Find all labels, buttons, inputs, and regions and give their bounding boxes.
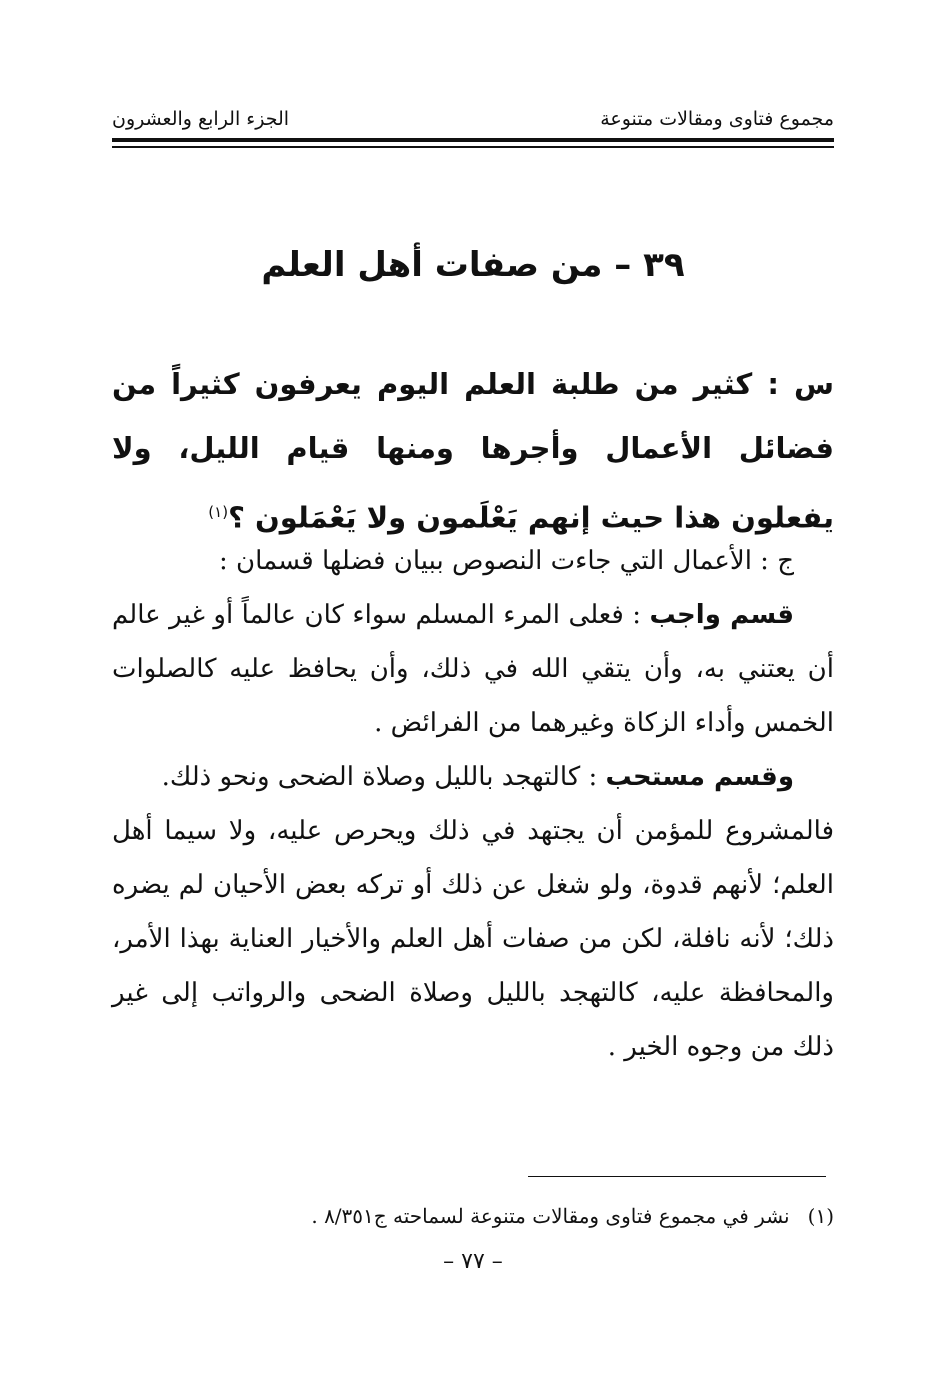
page-number: – ٧٧ – — [443, 1249, 503, 1274]
answer-conclusion: فالمشروع للمؤمن أن يجتهد في ذلك ويحرص عليه، ولا سيما أهل العلم؛ لأنهم قدوة، ولو شغل عن ذلك أو تركه بعض الأحيان لم يضره ذلك؛ لأنه نافلة، لكن من صفات أهل العلم والأخيار العناية بهذا الأمر، والمحافظة عليه، كالتهجد بالليل وصلاة الضحى والرواتب إلى غير ذلك من وجوه الخير . — [112, 816, 835, 1062]
running-header — [112, 100, 834, 130]
answer-intro: ج : الأعمال التي جاءت النصوص ببيان فضلها قسمان : — [219, 546, 794, 576]
question-text: س : كثير من طلبة العلم اليوم يعرفون كثيراً من فضائل الأعمال وأجرها ومنها قيام الليل، ولا يفعلون هذا حيث إنهم يَعْلَمون ولا يَعْمَلون ؟ — [112, 367, 834, 535]
recommended-keyword: وقسم مستحب — [605, 762, 794, 792]
footnote-separator — [528, 1176, 826, 1177]
question-paragraph — [112, 352, 834, 550]
answer-part-obligatory — [112, 588, 834, 750]
header-rule-thick — [112, 138, 834, 142]
footnote-text: نشر في مجموع فتاوى ومقالات متنوعة لسماحته ج٨/٣٥١ . — [311, 1204, 790, 1228]
obligatory-text: : فعلى المرء المسلم سواء كان عالماً أو غير عالم أن يعتني به، وأن يتقي الله في ذلك، وأن يحافظ عليه كالصلوات الخمس وأداء الزكاة وغيرهما من الفرائض . — [112, 600, 834, 738]
recommended-text: : كالتهجد بالليل وصلاة الضحى ونحو ذلك. — [161, 762, 606, 792]
answer-part-recommended — [112, 750, 834, 804]
footnote-number: (١) — [807, 1204, 834, 1228]
chapter-title: ٣٩ – من صفات أهل العلم — [261, 245, 685, 285]
answer-block — [112, 534, 834, 1074]
header-rule-thin — [112, 146, 834, 148]
header-volume-title: الجزء الرابع والعشرون — [112, 108, 290, 130]
footnote — [112, 1200, 834, 1232]
footnote-reference[interactable]: (١) — [208, 503, 229, 521]
obligatory-keyword: قسم واجب — [649, 600, 794, 630]
header-book-title: مجموع فتاوى ومقالات متنوعة — [600, 108, 834, 130]
